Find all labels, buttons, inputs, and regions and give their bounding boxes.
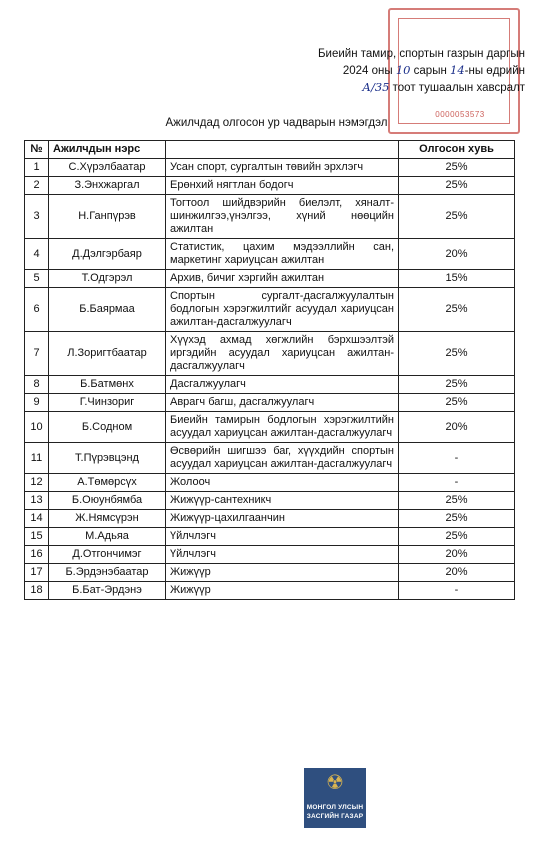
table-row	[25, 195, 515, 239]
table-row	[25, 528, 515, 546]
bonus-percent: 20%	[399, 412, 515, 443]
bonus-percent: 25%	[399, 177, 515, 195]
position-title: Дасгалжуулагч	[166, 376, 399, 394]
bonus-percent: 25%	[399, 288, 515, 332]
row-number: 1	[25, 159, 49, 177]
position-title: Хүүхэд ахмад хөгжлийн бэрхшээлтэй иргэдийн асуудал хариуцсан ажилтан-дасгалжуулагч	[166, 332, 399, 376]
employee-name: С.Хүрэлбаатар	[49, 159, 166, 177]
row-number: 17	[25, 564, 49, 582]
header-number: №	[25, 141, 49, 159]
employee-name: Н.Ганпүрэв	[49, 195, 166, 239]
bonus-percent: 15%	[399, 270, 515, 288]
position-title: Жолооч	[166, 474, 399, 492]
position-title: Усан спорт, сургалтын төвийн эрхлэгч	[166, 159, 399, 177]
bonus-percent: 25%	[399, 492, 515, 510]
header-month-handwritten: 10	[395, 63, 411, 77]
table-row	[25, 288, 515, 332]
table-row	[25, 159, 515, 177]
position-title: Аврагч багш, дасгалжуулагч	[166, 394, 399, 412]
position-title: Жижүүр	[166, 564, 399, 582]
bonus-percent: 25%	[399, 376, 515, 394]
header-line-3	[318, 79, 525, 96]
employee-name: Л.Зоригтбаатар	[49, 332, 166, 376]
bonus-percent: -	[399, 582, 515, 600]
position-title: Статистик, цахим мэдээллийн сан, маркетинг хариуцсан ажилтан	[166, 239, 399, 270]
table-row	[25, 412, 515, 443]
bonus-percent: 20%	[399, 546, 515, 564]
logo-line-1: МОНГОЛ УЛСЫН	[306, 804, 364, 811]
position-title: Үйлчлэгч	[166, 546, 399, 564]
row-number: 2	[25, 177, 49, 195]
table-row	[25, 510, 515, 528]
employee-name: З.Энхжаргал	[49, 177, 166, 195]
table-row	[25, 239, 515, 270]
bonus-percent: 25%	[399, 510, 515, 528]
position-title: Спортын сургалт-дасгалжуулалтын бодлогын хэрэгжилтийг асуудал хариуцсан ажилтан-дасгалжуулагч	[166, 288, 399, 332]
header-line-1: Биеийн тамир, спортын газрын даргын	[317, 48, 525, 60]
bonus-percent: 25%	[399, 394, 515, 412]
row-number: 8	[25, 376, 49, 394]
government-logo	[304, 768, 366, 828]
header-year: 2024 оны	[342, 65, 396, 77]
row-number: 4	[25, 239, 49, 270]
row-number: 10	[25, 412, 49, 443]
header-line-2	[318, 62, 525, 79]
table-row	[25, 177, 515, 195]
table-row	[25, 332, 515, 376]
header-position	[166, 141, 399, 159]
logo-line-2: ЗАСГИЙН ГАЗАР	[306, 813, 364, 820]
row-number: 13	[25, 492, 49, 510]
employee-name: Б.Содном	[49, 412, 166, 443]
table-row	[25, 443, 515, 474]
position-title: Жижүүр-цахилгаанчин	[166, 510, 399, 528]
header-employee-name: Ажилчдын нэрс	[49, 141, 166, 159]
header-percent: Олгосон хувь	[399, 141, 515, 159]
order-number-handwritten: А/35	[362, 80, 390, 94]
table-body	[25, 159, 515, 600]
row-number: 5	[25, 270, 49, 288]
row-number: 7	[25, 332, 49, 376]
table-row	[25, 582, 515, 600]
table-row	[25, 546, 515, 564]
header-annex-label: тоот тушаалын хавсралт	[389, 82, 525, 94]
row-number: 3	[25, 195, 49, 239]
employee-name: Б.Бат-Эрдэнэ	[49, 582, 166, 600]
table-row	[25, 492, 515, 510]
soyombo-emblem-icon: ☢	[326, 772, 344, 794]
bonus-percent: 20%	[399, 239, 515, 270]
bonus-percent: 20%	[399, 564, 515, 582]
position-title: Өсвөрийн шигшээ баг, хүүхдийн спортын асуудал хариуцсан ажилтан-дасгалжуулагч	[166, 443, 399, 474]
row-number: 15	[25, 528, 49, 546]
position-title: Үйлчлэгч	[166, 528, 399, 546]
table-row	[25, 376, 515, 394]
table-header-row	[25, 141, 515, 159]
table-row	[25, 564, 515, 582]
header-month-label: сарын	[410, 65, 451, 77]
row-number: 6	[25, 288, 49, 332]
table-row	[25, 270, 515, 288]
employee-name: Б.Эрдэнэбаатар	[49, 564, 166, 582]
row-number: 18	[25, 582, 49, 600]
header-day-label: -ны өдрийн	[464, 65, 525, 77]
position-title: Тогтоол шийдвэрийн биелэлт, хяналт-шинжилгээ,үнэлгээ, хүний нөөцийн ажилтан	[166, 195, 399, 239]
employee-name: М.Адьяа	[49, 528, 166, 546]
employee-name: Б.Оюунбямба	[49, 492, 166, 510]
position-title: Биеийн тамирын бодлогын хэрэгжилтийн асуудал хариуцсан ажилтан-дасгалжуулагч	[166, 412, 399, 443]
stamp-code: 0000053573	[435, 110, 485, 119]
table-row	[25, 394, 515, 412]
employee-name: Б.Баярмаа	[49, 288, 166, 332]
row-number: 12	[25, 474, 49, 492]
row-number: 14	[25, 510, 49, 528]
position-title: Архив, бичиг хэргийн ажилтан	[166, 270, 399, 288]
position-title: Жижүүр-сантехникч	[166, 492, 399, 510]
employee-name: Г.Чинзориг	[49, 394, 166, 412]
row-number: 9	[25, 394, 49, 412]
employee-name: Т.Пүрэвцэнд	[49, 443, 166, 474]
bonus-percent: -	[399, 443, 515, 474]
bonus-percent: -	[399, 474, 515, 492]
document-header	[318, 46, 525, 96]
position-title: Ерөнхий нягтлан бодогч	[166, 177, 399, 195]
document-title: Ажилчдад олгосон ур чадварын нэмэгдэл	[165, 117, 388, 129]
employee-name: Т.Одгэрэл	[49, 270, 166, 288]
employee-name: Б.Батмөнх	[49, 376, 166, 394]
employee-name: Ж.Нямсүрэн	[49, 510, 166, 528]
header-day-handwritten: 14	[450, 63, 465, 77]
employee-name: Д.Дэлгэрбаяр	[49, 239, 166, 270]
bonus-percent: 25%	[399, 159, 515, 177]
bonus-percent: 25%	[399, 195, 515, 239]
employee-name: Д.Отгончимэг	[49, 546, 166, 564]
bonus-table	[24, 140, 515, 600]
bonus-percent: 25%	[399, 528, 515, 546]
bonus-percent: 25%	[399, 332, 515, 376]
row-number: 16	[25, 546, 49, 564]
position-title: Жижүүр	[166, 582, 399, 600]
row-number: 11	[25, 443, 49, 474]
table-row	[25, 474, 515, 492]
employee-name: А.Төмөрсүх	[49, 474, 166, 492]
